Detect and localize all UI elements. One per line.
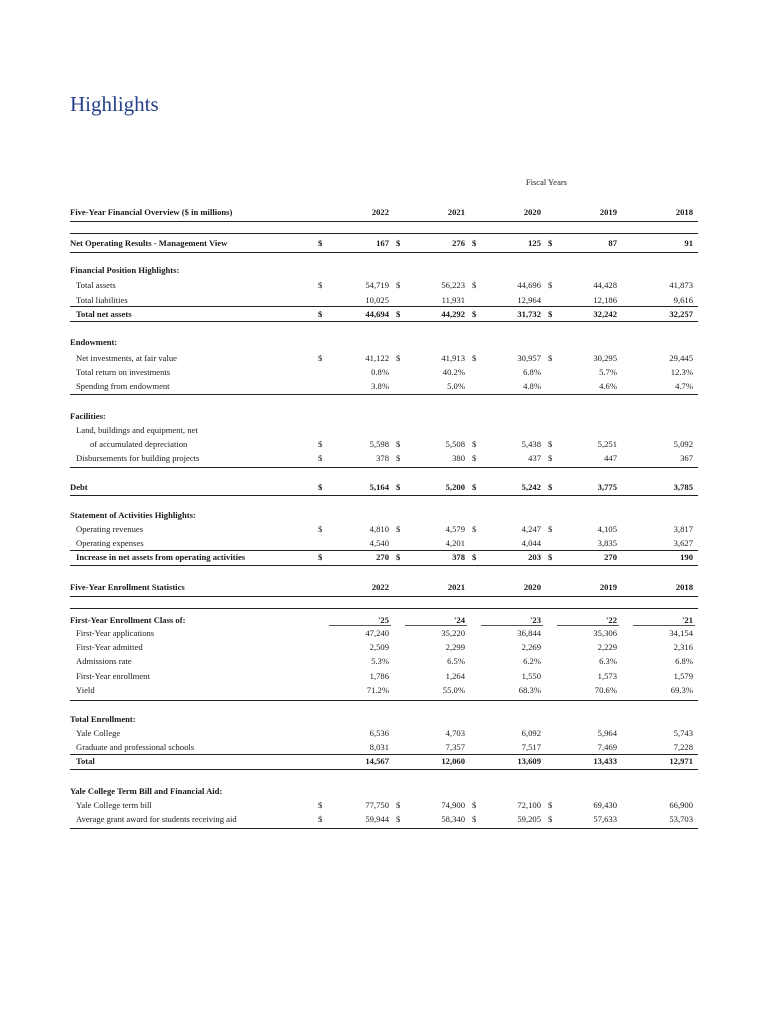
value-cell: 13,609 <box>517 756 541 766</box>
dollar-sign: $ <box>318 800 323 810</box>
dollar-sign: $ <box>318 238 323 248</box>
value-cell: 2018 <box>675 207 693 217</box>
rule-line <box>70 754 698 755</box>
value-cell: 10,025 <box>365 295 389 305</box>
table-row <box>70 684 698 697</box>
row-label: Total liabilities <box>76 295 128 305</box>
table-row <box>70 670 698 683</box>
value-cell: 378 <box>452 552 465 562</box>
row-label: First-Year enrollment <box>76 671 150 681</box>
value-cell: 8,031 <box>369 742 389 752</box>
value-cell: 203 <box>528 552 541 562</box>
single-underline <box>329 625 391 626</box>
row-label: First-Year Enrollment Class of: <box>70 615 186 625</box>
row-label: Admissions rate <box>76 656 132 666</box>
value-cell: 5,092 <box>673 439 693 449</box>
row-label: Yale College term bill <box>76 800 152 810</box>
value-cell: 54,719 <box>365 280 389 290</box>
value-cell: 4.7% <box>675 381 693 391</box>
dollar-sign: $ <box>472 453 477 463</box>
value-cell: 12,060 <box>441 756 465 766</box>
rule-line <box>70 495 698 496</box>
value-cell: 276 <box>452 238 465 248</box>
single-underline <box>481 625 543 626</box>
value-cell: 44,694 <box>365 309 389 319</box>
table-row <box>70 799 698 812</box>
value-cell: 3,627 <box>673 538 693 548</box>
value-cell: 270 <box>604 552 617 562</box>
dollar-sign: $ <box>396 814 401 824</box>
dollar-sign: $ <box>396 482 401 492</box>
value-cell: 44,696 <box>517 280 541 290</box>
enrollment-stats-header <box>70 581 698 594</box>
value-cell: 55.0% <box>442 685 465 695</box>
value-cell: 9,616 <box>673 295 693 305</box>
dollar-sign: $ <box>396 552 401 562</box>
value-cell: 69.3% <box>670 685 693 695</box>
dollar-sign: $ <box>548 238 553 248</box>
value-cell: '22 <box>606 615 617 625</box>
table-row <box>70 655 698 668</box>
value-cell: 2018 <box>675 582 693 592</box>
rule-line <box>70 769 698 770</box>
value-cell: 4.8% <box>523 381 541 391</box>
row-label: Five-Year Enrollment Statistics <box>70 582 185 592</box>
value-cell: 29,445 <box>669 353 693 363</box>
value-cell: 30,957 <box>517 353 541 363</box>
value-cell: 5,251 <box>597 439 617 449</box>
table-row <box>70 741 698 754</box>
value-cell: 2019 <box>599 582 617 592</box>
value-cell: 44,428 <box>593 280 617 290</box>
table-row <box>70 755 698 768</box>
dollar-sign: $ <box>318 309 323 319</box>
table-row <box>70 308 698 321</box>
value-cell: 77,750 <box>365 800 389 810</box>
table-row <box>70 352 698 365</box>
row-label: Yale College Term Bill and Financial Aid: <box>70 786 223 796</box>
value-cell: 378 <box>376 453 389 463</box>
dollar-sign: $ <box>548 280 553 290</box>
value-cell: 1,550 <box>521 671 541 681</box>
dollar-sign: $ <box>472 800 477 810</box>
value-cell: 2021 <box>447 582 465 592</box>
value-cell: 7,469 <box>597 742 617 752</box>
value-cell: 91 <box>684 238 693 248</box>
section-header <box>70 785 698 798</box>
value-cell: 11,931 <box>441 295 465 305</box>
value-cell: 270 <box>376 552 389 562</box>
value-cell: 2,269 <box>521 642 541 652</box>
value-cell: 4,810 <box>369 524 389 534</box>
value-cell: 6,092 <box>521 728 541 738</box>
rule-line <box>70 828 698 829</box>
dollar-sign: $ <box>548 552 553 562</box>
table-row <box>70 438 698 451</box>
value-cell: 70.6% <box>594 685 617 695</box>
value-cell: 12.3% <box>670 367 693 377</box>
row-label: Financial Position Highlights: <box>70 265 180 275</box>
value-cell: '21 <box>682 615 693 625</box>
value-cell: 5,200 <box>445 482 465 492</box>
value-cell: 57,633 <box>593 814 617 824</box>
value-cell: 35,306 <box>593 628 617 638</box>
value-cell: 1,786 <box>369 671 389 681</box>
dollar-sign: $ <box>318 482 323 492</box>
dollar-sign: $ <box>396 800 401 810</box>
value-cell: 12,964 <box>517 295 541 305</box>
fiscal-years-label: Fiscal Years <box>525 177 567 187</box>
row-label: Net Operating Results - Management View <box>70 238 228 248</box>
value-cell: 4,105 <box>597 524 617 534</box>
value-cell: 6.8% <box>675 656 693 666</box>
value-cell: 3,775 <box>597 482 617 492</box>
value-cell: 190 <box>680 552 693 562</box>
value-cell: 2,229 <box>597 642 617 652</box>
table-row <box>70 523 698 536</box>
value-cell: 7,517 <box>521 742 541 752</box>
rule-line <box>70 394 698 395</box>
value-cell: 167 <box>376 238 389 248</box>
value-cell: '25 <box>378 615 389 625</box>
dollar-sign: $ <box>548 524 553 534</box>
rule-line <box>70 700 698 701</box>
dollar-sign: $ <box>548 482 553 492</box>
dollar-sign: $ <box>396 453 401 463</box>
single-underline <box>557 625 619 626</box>
value-cell: 7,357 <box>445 742 465 752</box>
value-cell: 5,508 <box>445 439 465 449</box>
row-label: Operating revenues <box>76 524 144 534</box>
value-cell: 2021 <box>447 207 465 217</box>
value-cell: 4,044 <box>521 538 541 548</box>
row-label: Total <box>76 756 95 766</box>
row-label: Total net assets <box>76 309 132 319</box>
value-cell: 3,785 <box>673 482 693 492</box>
value-cell: 34,154 <box>669 628 693 638</box>
dollar-sign: $ <box>396 353 401 363</box>
value-cell: 2019 <box>599 207 617 217</box>
dollar-sign: $ <box>548 453 553 463</box>
dollar-sign: $ <box>548 814 553 824</box>
row-label: Total Enrollment: <box>70 714 136 724</box>
value-cell: 72,100 <box>517 800 541 810</box>
row-label: Disbursements for building projects <box>76 453 200 463</box>
dollar-sign: $ <box>396 524 401 534</box>
value-cell: 74,900 <box>441 800 465 810</box>
dollar-sign: $ <box>548 800 553 810</box>
table-row <box>70 424 698 437</box>
value-cell: 4,540 <box>369 538 389 548</box>
dollar-sign: $ <box>318 552 323 562</box>
single-underline <box>405 625 467 626</box>
dollar-sign: $ <box>548 309 553 319</box>
single-underline <box>633 625 695 626</box>
dollar-sign: $ <box>472 482 477 492</box>
rule-line <box>70 306 698 307</box>
value-cell: 40.2% <box>442 367 465 377</box>
table-row <box>70 279 698 292</box>
value-cell: 5,242 <box>521 482 541 492</box>
section-header <box>70 336 698 349</box>
value-cell: 36,844 <box>517 628 541 638</box>
rule-line <box>70 608 698 609</box>
dollar-sign: $ <box>396 439 401 449</box>
rule-line <box>70 467 698 468</box>
value-cell: 87 <box>608 238 617 248</box>
value-cell: 4.6% <box>599 381 617 391</box>
row-label: Debt <box>70 482 88 492</box>
row-label: Endowment: <box>70 337 118 347</box>
value-cell: 1,264 <box>445 671 465 681</box>
value-cell: 4,579 <box>445 524 465 534</box>
table-row <box>70 627 698 640</box>
rule-line <box>70 596 698 597</box>
dollar-sign: $ <box>318 353 323 363</box>
value-cell: 32,257 <box>669 309 693 319</box>
page-title: Highlights <box>70 92 159 116</box>
value-cell: 59,944 <box>365 814 389 824</box>
dollar-sign: $ <box>472 280 477 290</box>
value-cell: 5,964 <box>597 728 617 738</box>
value-cell: 47,240 <box>365 628 389 638</box>
dollar-sign: $ <box>548 353 553 363</box>
value-cell: 1,573 <box>597 671 617 681</box>
rule-line <box>70 233 698 234</box>
value-cell: 380 <box>452 453 465 463</box>
value-cell: 68.3% <box>518 685 541 695</box>
dollar-sign: $ <box>548 439 553 449</box>
value-cell: 30,295 <box>593 353 617 363</box>
value-cell: 53,703 <box>669 814 693 824</box>
section-header <box>70 410 698 423</box>
rule-line <box>70 252 698 253</box>
dollar-sign: $ <box>472 552 477 562</box>
value-cell: 41,913 <box>441 353 465 363</box>
value-cell: 32,242 <box>593 309 617 319</box>
row-label: First-Year admitted <box>76 642 143 652</box>
row-label: Facilities: <box>70 411 106 421</box>
row-label: Net investments, at fair value <box>76 353 177 363</box>
value-cell: 2020 <box>523 582 541 592</box>
value-cell: 14,567 <box>365 756 389 766</box>
value-cell: 35,220 <box>441 628 465 638</box>
value-cell: 5.0% <box>447 381 465 391</box>
value-cell: 3,817 <box>673 524 693 534</box>
dollar-sign: $ <box>472 439 477 449</box>
rule-line <box>70 221 698 222</box>
value-cell: 2020 <box>523 207 541 217</box>
value-cell: 4,703 <box>445 728 465 738</box>
value-cell: 69,430 <box>593 800 617 810</box>
dollar-sign: $ <box>472 524 477 534</box>
value-cell: 5,743 <box>673 728 693 738</box>
row-label: Statement of Activities Highlights: <box>70 510 196 520</box>
value-cell: 5,598 <box>369 439 389 449</box>
value-cell: 2,299 <box>445 642 465 652</box>
value-cell: 2,509 <box>369 642 389 652</box>
value-cell: 5,438 <box>521 439 541 449</box>
rule-line <box>70 550 698 551</box>
value-cell: 2,316 <box>673 642 693 652</box>
table-row <box>70 641 698 654</box>
dollar-sign: $ <box>396 280 401 290</box>
table-row <box>70 813 698 826</box>
row-label: Land, buildings and equipment, net <box>76 425 198 435</box>
table-row <box>70 537 698 550</box>
row-label: of accumulated depreciation <box>90 439 188 449</box>
dollar-sign: $ <box>396 309 401 319</box>
section-header <box>70 713 698 726</box>
value-cell: 3.8% <box>371 381 389 391</box>
dollar-sign: $ <box>318 439 323 449</box>
row-label: Increase in net assets from operating activities <box>76 552 246 562</box>
rule-line <box>70 321 698 322</box>
value-cell: 6.8% <box>523 367 541 377</box>
value-cell: 58,340 <box>441 814 465 824</box>
value-cell: 367 <box>680 453 693 463</box>
dollar-sign: $ <box>396 238 401 248</box>
value-cell: 41,873 <box>669 280 693 290</box>
section-header <box>70 264 698 277</box>
value-cell: 4,201 <box>445 538 465 548</box>
value-cell: '24 <box>454 615 465 625</box>
value-cell: 56,223 <box>441 280 465 290</box>
value-cell: 125 <box>528 238 541 248</box>
value-cell: 7,228 <box>673 742 693 752</box>
value-cell: '23 <box>530 615 541 625</box>
value-cell: 0.8% <box>371 367 389 377</box>
row-label: First-Year applications <box>76 628 155 638</box>
section-header <box>70 509 698 522</box>
row-label: Yield <box>76 685 95 695</box>
dollar-sign: $ <box>318 280 323 290</box>
row-label: Graduate and professional schools <box>76 742 195 752</box>
dollar-sign: $ <box>472 353 477 363</box>
value-cell: 447 <box>604 453 617 463</box>
value-cell: 437 <box>528 453 541 463</box>
value-cell: 1,579 <box>673 671 693 681</box>
dollar-sign: $ <box>472 238 477 248</box>
table-row <box>70 727 698 740</box>
value-cell: 59,205 <box>517 814 541 824</box>
row-label: Yale College <box>76 728 121 738</box>
value-cell: 12,186 <box>593 295 617 305</box>
row-label: Operating expenses <box>76 538 144 548</box>
value-cell: 6.3% <box>599 656 617 666</box>
value-cell: 6,536 <box>369 728 389 738</box>
value-cell: 44,292 <box>441 309 465 319</box>
table-row <box>70 452 698 465</box>
debt-row <box>70 481 698 494</box>
net-operating-row <box>70 237 698 250</box>
row-label: Spending from endowment <box>76 381 170 391</box>
value-cell: 41,122 <box>365 353 389 363</box>
value-cell: 6.5% <box>447 656 465 666</box>
table-row <box>70 366 698 379</box>
value-cell: 3,835 <box>597 538 617 548</box>
value-cell: 2022 <box>371 207 389 217</box>
financial-overview-header <box>70 206 698 219</box>
dollar-sign: $ <box>318 453 323 463</box>
row-label: Average grant award for students receiving aid <box>76 814 237 824</box>
value-cell: 12,971 <box>669 756 693 766</box>
value-cell: 6.2% <box>523 656 541 666</box>
value-cell: 13,433 <box>593 756 617 766</box>
dollar-sign: $ <box>472 309 477 319</box>
value-cell: 31,732 <box>517 309 541 319</box>
dollar-sign: $ <box>472 814 477 824</box>
row-label: Total assets <box>76 280 116 290</box>
value-cell: 2022 <box>371 582 389 592</box>
value-cell: 5.3% <box>371 656 389 666</box>
rule-line <box>70 565 698 566</box>
value-cell: 66,900 <box>669 800 693 810</box>
row-label: Total return on investments <box>76 367 171 377</box>
value-cell: 5.7% <box>599 367 617 377</box>
dollar-sign: $ <box>318 814 323 824</box>
value-cell: 5,164 <box>369 482 389 492</box>
table-row <box>70 551 698 564</box>
value-cell: 71.2% <box>366 685 389 695</box>
table-row <box>70 380 698 393</box>
row-label: Five-Year Financial Overview ($ in millions) <box>70 207 233 217</box>
dollar-sign: $ <box>318 524 323 534</box>
value-cell: 4,247 <box>521 524 541 534</box>
